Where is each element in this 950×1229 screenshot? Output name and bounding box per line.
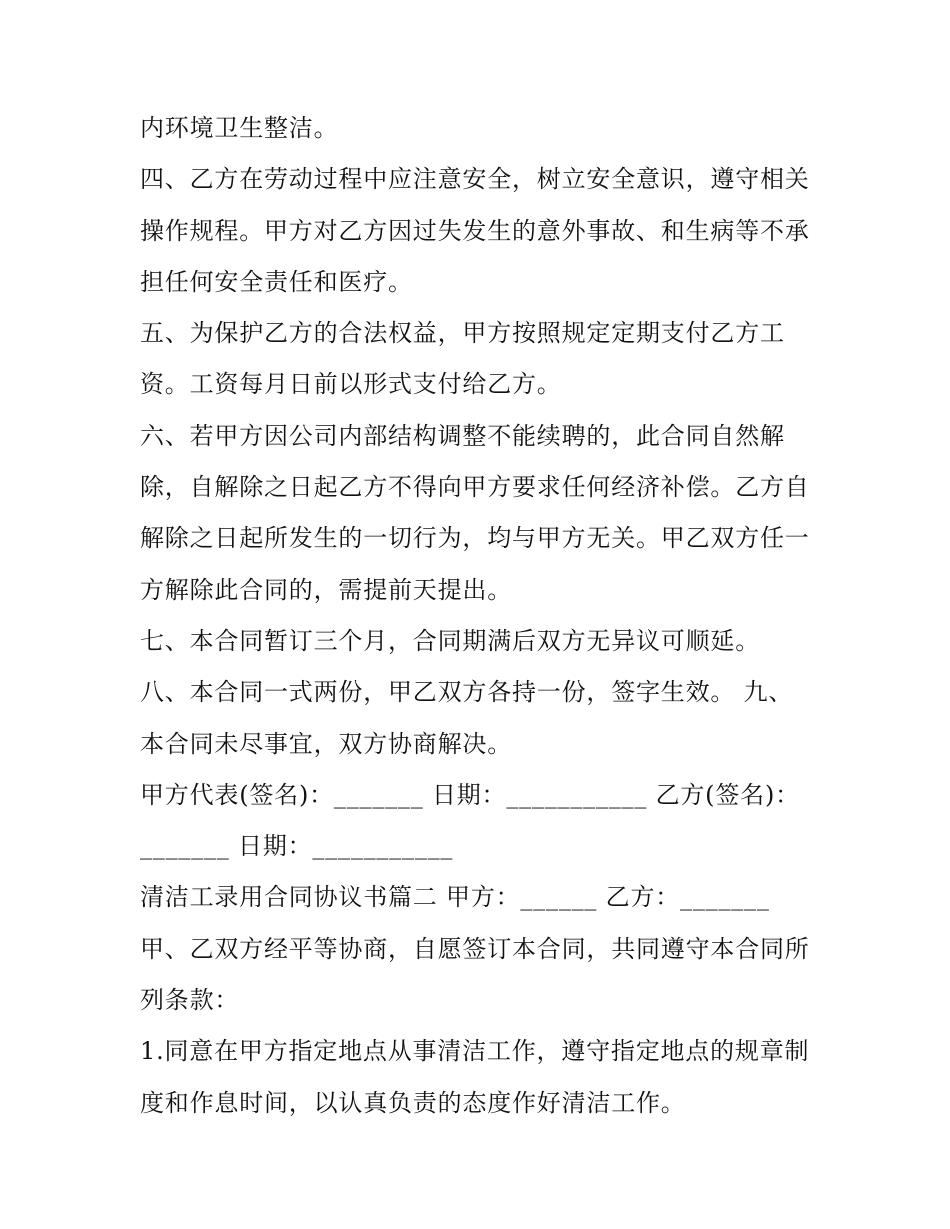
text-line: 1.同意在甲方指定地点从事清洁工作，遵守指定地点的规章制 xyxy=(140,1037,810,1066)
text-line: 列条款： xyxy=(140,986,240,1015)
text-line: 八、本合同一式两份，甲乙双方各持一份，签字生效。 九、 xyxy=(140,678,794,707)
section-heading-line: 清洁工录用合同协议书篇二 甲方：______ 乙方：_______ xyxy=(140,883,770,912)
signature-line: 甲方代表(签名)：_______ 日期：___________ 乙方(签名)： xyxy=(140,780,800,809)
text-line: 六、若甲方因公司内部结构调整不能续聘的，此合同自然解 xyxy=(140,421,785,450)
text-line: 解除之日起所发生的一切行为，均与甲方无关。甲乙双方任一 xyxy=(140,524,810,553)
text-line: 方解除此合同的，需提前天提出。 xyxy=(140,575,512,604)
text-line: 内环境卫生整洁。 xyxy=(140,114,339,142)
text-line: 本合同未尽事宜，双方协商解决。 xyxy=(140,729,512,758)
text-line: 四、乙方在劳动过程中应注意安全，树立安全意识，遵守相关 xyxy=(140,165,810,194)
text-line: 甲、乙双方经平等协商，自愿签订本合同，共同遵守本合同所 xyxy=(140,934,810,963)
text-line: 七、本合同暂订三个月，合同期满后双方无异议可顺延。 xyxy=(140,626,760,655)
text-line: 度和作息时间，以认真负责的态度作好清洁工作。 xyxy=(140,1088,686,1117)
text-line: 五、为保护乙方的合法权益，甲方按照规定定期支付乙方工 xyxy=(140,319,785,348)
text-line: 操作规程。甲方对乙方因过失发生的意外事故、和生病等不承 xyxy=(140,216,810,245)
text-line: 资。工资每月日前以形式支付给乙方。 xyxy=(140,370,562,399)
text-line: 除，自解除之日起乙方不得向甲方要求任何经济补偿。乙方自 xyxy=(140,473,810,502)
text-line: 担任何安全责任和医疗。 xyxy=(140,267,413,296)
signature-line: _______ 日期：___________ xyxy=(140,832,454,861)
contract-text xyxy=(140,103,830,1129)
